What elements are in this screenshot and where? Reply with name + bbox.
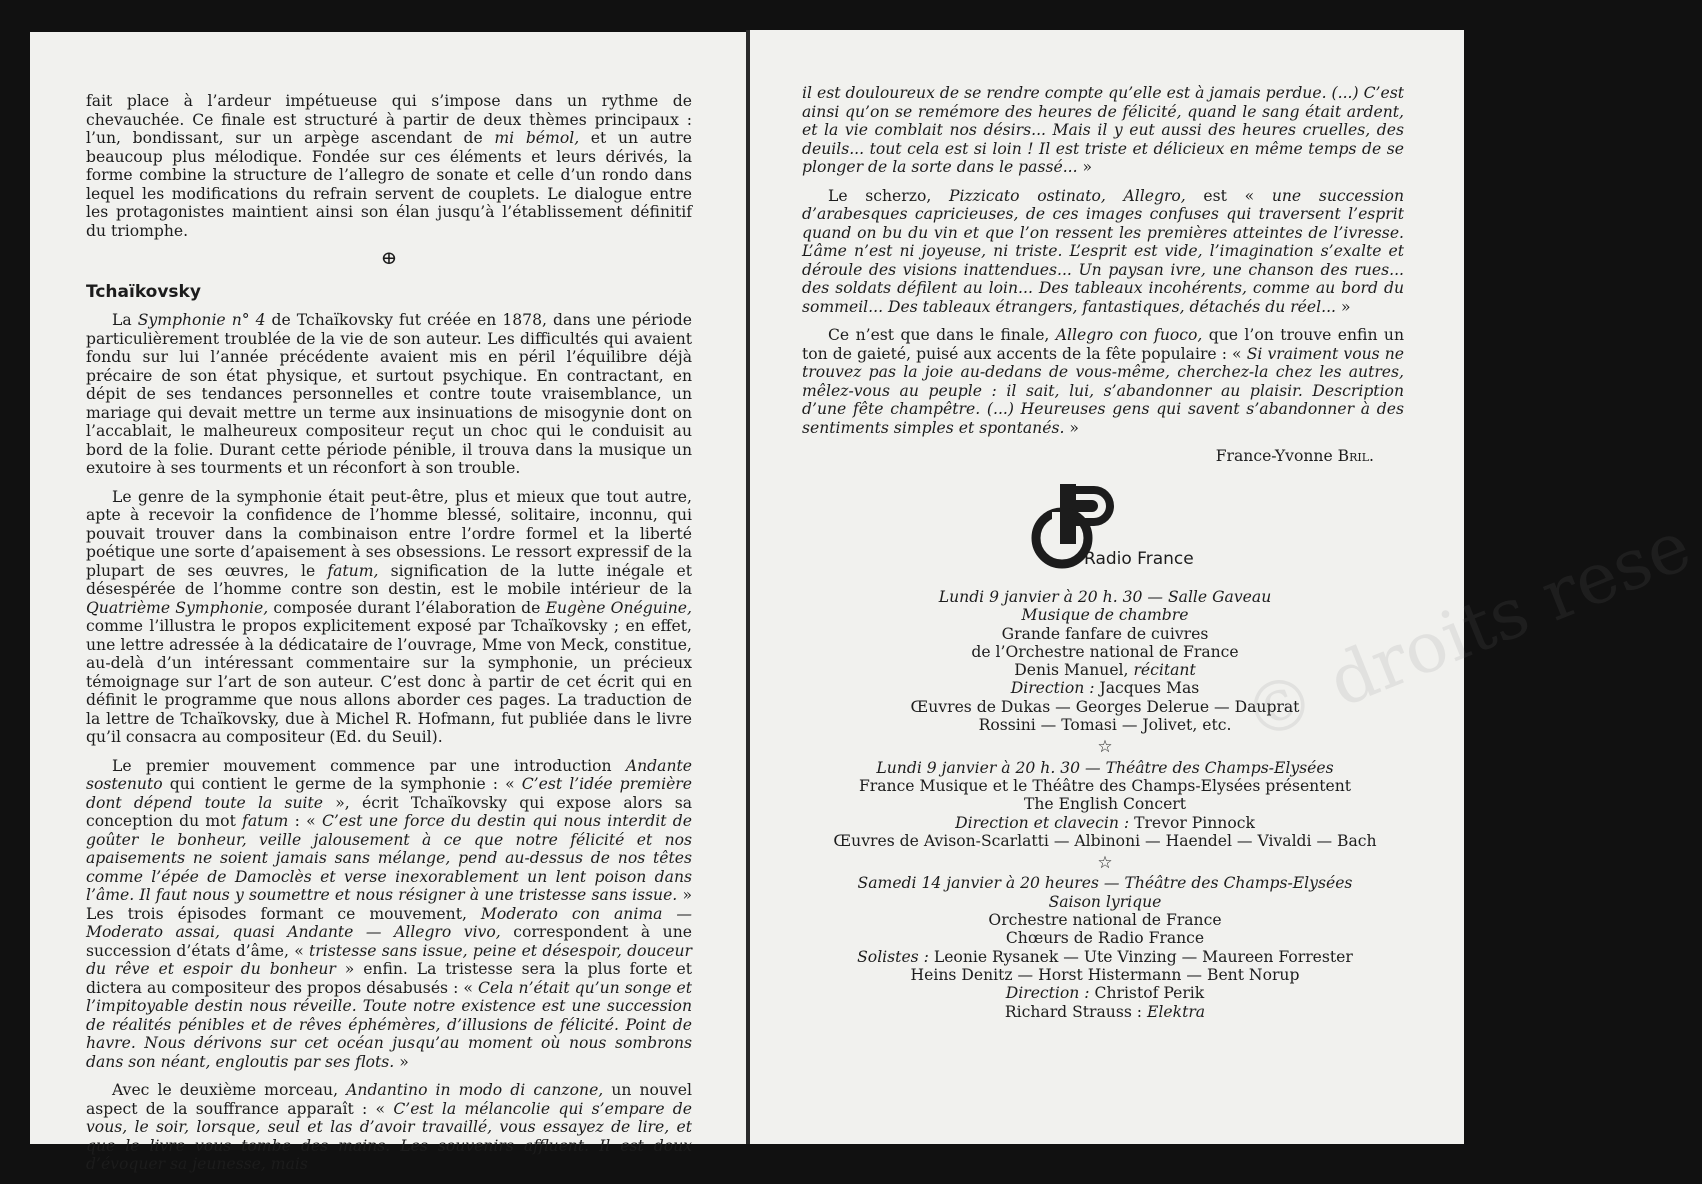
right-column bbox=[802, 84, 1404, 466]
star-separator-icon: ☆ bbox=[1097, 853, 1113, 874]
section-heading: Tchaïkovsky bbox=[86, 281, 201, 302]
event-line: Grande fanfare de cuivres bbox=[1001, 624, 1209, 643]
paragraph-symphonie: La Symphonie n° 4 de Tchaïkovsky fut créée en 1878, dans une période particulièrement troublée de la vie de son auteur. Les difficultés qui avaient fondu sur lui l’année précédente avaient mis en péril l’équilibre déjà précaire de son état physique, et surtout psychique. En contractant, en dépit de ses tendances personnelles et contre toute vraisemblance, un mariage qui devait mettre un terme aux insinuations de misogynie dont on l’accablait, le malheureux compositeur reçut un choc qui le conduisit au bord de la folie. Durant cette période pénible, il trouva dans la musique un exutoire à ses tourments et un réconfort à son trouble. bbox=[86, 311, 692, 477]
paragraph-quote-continued: il est douloureux de se rendre compte qu’elle est à jamais perdue. (...) C’est ainsi qu’on se remémore des heures de félicité, quand le sang était ardent, et la vie comblait nos désirs... Mais il y eut aussi des heures cruelles, des deuils... tout cela est si loin ! Il est triste et délicieux en même temps de se plonger de la sorte dans le passé... » bbox=[802, 84, 1404, 176]
event-line: Solistes : Leonie Rysanek — Ute Vinzing — Maureen Forrester bbox=[857, 947, 1353, 966]
paragraph-scherzo: Le scherzo, Pizzicato ostinato, Allegro, est « une succession d’arabesques capricieuses, de ces images confuses qui traversent l’esprit quand on bu du vin et que l’on ressent les premières atteintes de l’ivresse. L’âme n’est ni joyeuse, ni triste. L’esprit est vide, l’imagination s’exalte et déroule des visions inattendues... Un paysan ivre, une chanson des rues... des soldats défilent au loin... Des tableaux incohérents, comme au bord du sommeil... Des tableaux étrangers, fantastiques, détachés du réel... » bbox=[802, 186, 1404, 316]
event-line: Denis Manuel, récitant bbox=[1014, 661, 1196, 680]
event-line: Richard Strauss : Elektra bbox=[1004, 1002, 1206, 1021]
event-line: Œuvres de Avison-Scarlatti — Albinoni — Haendel — Vivaldi — Bach bbox=[833, 831, 1377, 850]
event-line: Musique de chambre bbox=[1021, 606, 1189, 625]
event-line: Samedi 14 janvier à 20 heures — Théâtre des Champs-Elysées bbox=[857, 874, 1353, 893]
event-line: France Musique et le Théâtre des Champs-Elysées présentent bbox=[858, 776, 1352, 795]
event-block bbox=[780, 759, 1430, 850]
event-line: Œuvres de Dukas — Georges Delerue — Dauprat bbox=[910, 697, 1300, 716]
event-line: Chœurs de Radio France bbox=[1005, 929, 1205, 948]
event-block bbox=[780, 874, 1430, 1020]
event-block bbox=[780, 588, 1430, 734]
paragraph-deuxieme-morceau: Avec le deuxième morceau, Andantino in modo di canzone, un nouvel aspect de la souffrance apparaît : « C’est la mélancolie qui s’empare de vous, le soir, lorsque, seul et las d’avoir travaillé, vous essayez de lire, et que le livre vous tombe des mains. Les souvenirs affluent. Il est doux d’évoquer sa jeunesse, mais bbox=[86, 1081, 693, 1173]
author-signature: France-Yvonne Bril. bbox=[1215, 447, 1374, 465]
event-line: Orchestre national de France bbox=[988, 911, 1222, 930]
right-page bbox=[750, 30, 1702, 1144]
left-page bbox=[30, 32, 746, 1173]
event-line: Rossini — Tomasi — Jolivet, etc. bbox=[978, 716, 1232, 735]
event-line: de l’Orchestre national de France bbox=[971, 642, 1239, 661]
logo-text: Radio France bbox=[1084, 549, 1194, 569]
watermark: © droits rese bbox=[1231, 504, 1702, 758]
event-line: Lundi 9 janvier à 20 h. 30 — Théâtre des Champs-Elysées bbox=[876, 758, 1334, 777]
paragraph-genre: Le genre de la symphonie était peut-être, plus et mieux que tout autre, apte à recevoir la confidence de l’homme blessé, solitaire, inconnu, qui pouvait trouver dans la combinaison entre l’ordre formel et la liberté poétique une sorte d’apaisement à ses obsessions. Le ressort expressif de la plupart de ses œuvres, le fatum, signification de la lutte inégale et désespérée de l’homme contre son destin, est le mobile intérieur de la Quatrième Symphonie, composée durant l’élaboration de Eugène Onéguine, comme l’illustra le propos explicitement exposé par Tchaïkovsky ; en effet, une lettre adressée à la dédicataire de l’ouvrage, Mme von Meck, constitue, au-delà d’un intéressant commentaire sur la symphonie, un précieux témoignage sur l’art de son auteur. C’est donc à partir de cet écrit qui en définit le programme que nous allons aborder ces pages. La traduction de la lettre de Tchaïkovsky, due à Michel R. Hofmann, fut publiée dans le livre qu’il consacra au compositeur (Ed. du Seuil). bbox=[86, 487, 692, 746]
event-line: Direction : Christof Perik bbox=[1005, 984, 1205, 1003]
radio-france-logo bbox=[1032, 482, 1194, 569]
event-line: Lundi 9 janvier à 20 h. 30 — Salle Gaveau bbox=[938, 588, 1272, 606]
star-separator-icon: ☆ bbox=[1097, 737, 1113, 758]
ornament-icon: ⴲ bbox=[381, 249, 397, 268]
radio-france-logo-icon bbox=[1032, 482, 1194, 569]
left-column bbox=[86, 92, 692, 1184]
event-line: Direction : Jacques Mas bbox=[1010, 679, 1200, 698]
event-line: Heins Denitz — Horst Histermann — Bent Norup bbox=[910, 965, 1300, 984]
paragraph-premier-mouvement: Le premier mouvement commence par une introduction Andante sostenuto qui contient le germe de la symphonie : « C’est l’idée première dont dépend toute la suite », écrit Tchaïkovsky qui expose alors sa conception du mot fatum : « C’est une force du destin qui nous interdit de goûter le bonheur, veille jalousement à ce que notre félicité et nos apaisements ne soient jamais sans mélange, pend au-dessus de nos têtes comme l’épée de Damoclès et verse inexorablement un lent poison dans l’âme. Il faut nous y soumettre et nous résigner à une tristesse sans issue. » Les trois épisodes formant ce mouvement, Moderato con anima — Moderato assai, quasi Andante — Allegro vivo, correspondent à une succession d’états d’âme, « tristesse sans issue, peine et désespoir, douceur du rêve et espoir du bonheur » enfin. La tristesse sera la plus forte et dictera au compositeur des propos désabusés : « Cela n’était qu’un songe et l’impitoyable destin nous réveille. Toute notre existence est une succession de réalités pénibles et de rêves éphémères, d’illusions de félicité. Point de havre. Nous dérivons sur cet océan jusqu’au moment où nous sombrons dans son néant, engloutis par ses flots. » bbox=[86, 756, 693, 1071]
event-line: Saison lyrique bbox=[1048, 892, 1162, 911]
event-line: Direction et clavecin : Trevor Pinnock bbox=[955, 813, 1255, 832]
paragraph-finale: fait place à l’ardeur impétueuse qui s’impose dans un rythme de chevauchée. Ce finale est structuré à partir de deux thèmes principaux : l’un, bondissant, sur un arpège ascendant de mi bémol, et un autre beaucoup plus mélodique. Fondée sur ces éléments et leurs dérivés, la forme combine la structure de l’allegro de sonate et celle d’un rondo dans lequel les modifications du refrain servent de couplets. Le dialogue entre les protagonistes maintient ainsi son élan jusqu’à l’établissement définitif du triomphe. bbox=[86, 92, 692, 240]
paragraph-finale-allegro: Ce n’est que dans le finale, Allegro con fuoco, que l’on trouve enfin un ton de gaieté, puisé aux accents de la fête populaire : « Si vraiment vous ne trouvez pas la joie au-dedans de vous-même, cherchez-la chez les autres, mêlez-vous au peuple : il sait, lui, s’abandonner au plaisir. Description d’une fête champêtre. (...) Heureuses gens qui savent s’abandonner à des sentiments simples et spontanés. » bbox=[802, 326, 1404, 437]
event-line: The English Concert bbox=[1023, 795, 1187, 814]
events-list bbox=[780, 588, 1430, 1021]
